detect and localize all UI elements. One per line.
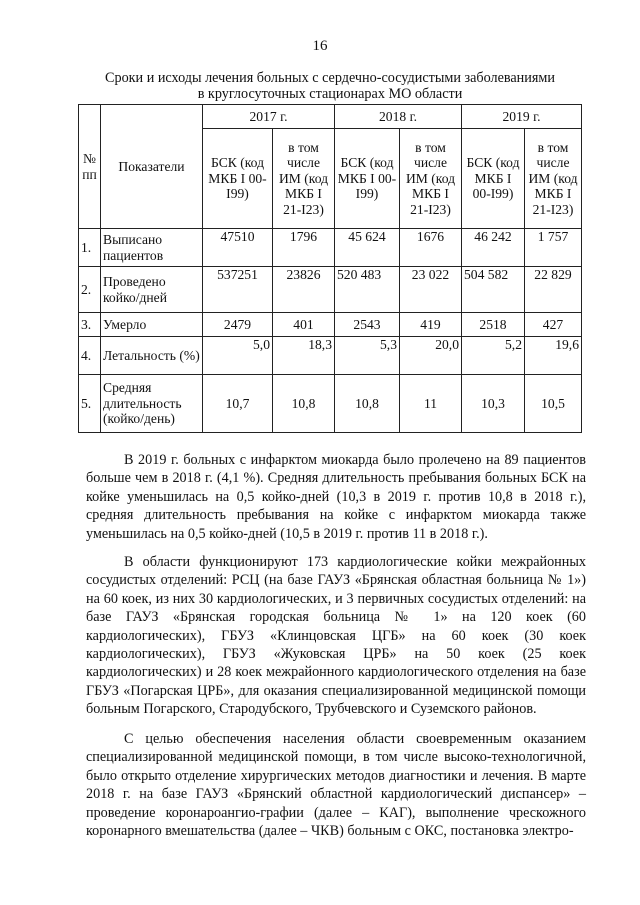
- cell: 5,0: [203, 337, 273, 375]
- header-year-2017: 2017 г.: [203, 105, 335, 129]
- sub-bsk: БСК (код МКБ I 00-I99): [335, 129, 400, 229]
- header-indicators: Показатели: [101, 105, 203, 229]
- table-row: [79, 313, 582, 337]
- paragraph-3: С целью обеспечения населения области своевременным оказанием специализированной медицинской помощи, в том числе высоко-технологичной, было открыто отделение хирургических методов диагностики и лечения. В марте 2018 г. на базе ГАУЗ «Брянский областной кардиологический диспансер» – проведение коронароангио-графии (далее – КАГ), выполнение чрескожного коронарного вмешательства (далее – ЧКВ) больным с ОКС, постановка электро-: [86, 731, 586, 840]
- row-num: 4.: [79, 337, 101, 375]
- caption-line-1: Сроки и исходы лечения больных с сердечно-сосудистыми заболеваниями: [105, 70, 555, 86]
- header-row-years: [79, 105, 582, 129]
- cell: 47510: [203, 229, 273, 267]
- cell: 20,0: [400, 337, 462, 375]
- row-label: Выписано пациентов: [101, 229, 203, 267]
- header-year-2018: 2018 г.: [335, 105, 462, 129]
- cell: 2479: [203, 313, 273, 337]
- cell: 22 829: [525, 267, 582, 313]
- cell: 10,8: [273, 375, 335, 433]
- cell: 401: [273, 313, 335, 337]
- cell: 5,2: [462, 337, 525, 375]
- cell: 46 242: [462, 229, 525, 267]
- row-label: Умерло: [101, 313, 203, 337]
- row-num: 1.: [79, 229, 101, 267]
- cell: 1676: [400, 229, 462, 267]
- row-num: 5.: [79, 375, 101, 433]
- cell: 504 582: [462, 267, 525, 313]
- sub-bsk: БСК (код МКБ I 00-I99): [462, 129, 525, 229]
- cell: 10,5: [525, 375, 582, 433]
- cell: 537251: [203, 267, 273, 313]
- cell: 23826: [273, 267, 335, 313]
- row-label: Летальность (%): [101, 337, 203, 375]
- table-caption: [70, 70, 590, 102]
- caption-line-2: в круглосуточных стационарах МО области: [197, 86, 463, 102]
- header-num: № пп: [79, 105, 101, 229]
- cell: 10,7: [203, 375, 273, 433]
- table-row: [79, 375, 582, 433]
- paragraph-2: В области функционируют 173 кардиологические койки межрайонных сосудистых отделений: РСЦ (на базе ГАУЗ «Брянская областная больница № 1») на 60 коек, из них 30 кардиологических, и 3 первичных сосудистых отделений: на базе ГАУЗ «Брянская городская больница № 1» на 120 коек (60 кардиологических), ГБУЗ «Клинцовская ЦГБ» на 60 коек (30 коек кардиологических), ГБУЗ «Жуковская ЦРБ» на 50 коек (25 коек кардиологических) и 28 коек межрайонного кардиологического отделения на базе ГБУЗ «Погарская ЦРБ», для оказания специализированной медицинской помощи больным Погарского, Стародубского, Трубчевского и Суземского районов.: [86, 554, 586, 718]
- cell: 2518: [462, 313, 525, 337]
- table-row: [79, 337, 582, 375]
- cell: 1 757: [525, 229, 582, 267]
- cell: 2543: [335, 313, 400, 337]
- sub-im: в том числе ИМ (код МКБ I 21-I23): [273, 129, 335, 229]
- cell: 11: [400, 375, 462, 433]
- cell: 10,3: [462, 375, 525, 433]
- cell: 23 022: [400, 267, 462, 313]
- page-number: 16: [312, 38, 328, 54]
- row-label: Средняя длительность (койко/день): [101, 375, 203, 433]
- header-year-2019: 2019 г.: [462, 105, 582, 129]
- table-row: [79, 229, 582, 267]
- cell: 419: [400, 313, 462, 337]
- cell: 427: [525, 313, 582, 337]
- cell: 18,3: [273, 337, 335, 375]
- cell: 10,8: [335, 375, 400, 433]
- sub-bsk: БСК (код МКБ I 00-I99): [203, 129, 273, 229]
- table-row: [79, 267, 582, 313]
- treatment-outcomes-table: [78, 104, 582, 433]
- sub-im: в том числе ИМ (код МКБ I 21-I23): [400, 129, 462, 229]
- cell: 45 624: [335, 229, 400, 267]
- cell: 19,6: [525, 337, 582, 375]
- row-num: 2.: [79, 267, 101, 313]
- cell: 1796: [273, 229, 335, 267]
- row-label: Проведено койко/дней: [101, 267, 203, 313]
- cell: 5,3: [335, 337, 400, 375]
- row-num: 3.: [79, 313, 101, 337]
- sub-im: в том числе ИМ (код МКБ I 21-I23): [525, 129, 582, 229]
- cell: 520 483: [335, 267, 400, 313]
- paragraph-1: В 2019 г. больных с инфарктом миокарда было пролечено на 89 пациентов больше чем в 2018 г. (4,1 %). Средняя длительность пребывания больных БСК на койке уменьшилась на 0,5 койко-дней (10,3 в 2019 г. против 10,8 в 2018 г.), средняя длительность пребывания на койке с инфарктом миокарда также уменьшилась на 0,5 койко-дней (10,5 в 2019 г. против 11 в 2018 г.).: [86, 452, 586, 542]
